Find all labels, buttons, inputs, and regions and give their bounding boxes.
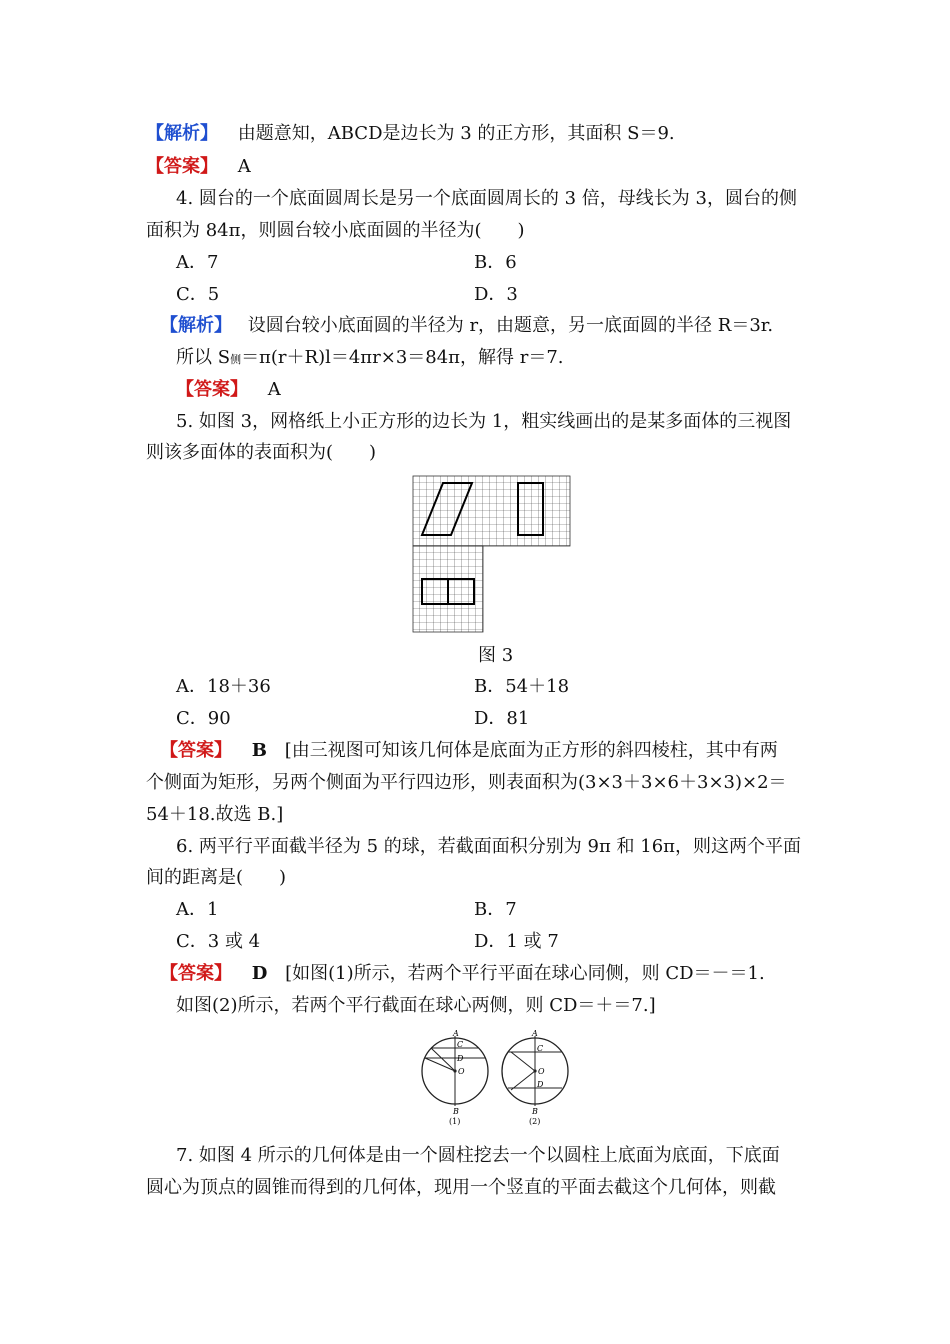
label-d-2: D (537, 1080, 544, 1089)
figure-3-caption: 图 3 (478, 645, 514, 666)
question-7-line-1: 7. 如图 4 所示的几何体是由一个圆柱挖去一个以圆柱上底面为底面，下底面 (176, 1145, 780, 1166)
q4-solution-line-2 (176, 346, 564, 372)
label-c-2: C (537, 1044, 544, 1053)
label-c-1: C (457, 1040, 464, 1049)
sphere-sections-figure (410, 1028, 580, 1128)
question-7-line-2: 圆心为顶点的圆锥而得到的几何体，现用一个竖直的平面去截这个几何体，则截 (146, 1177, 776, 1198)
label-b-2: B (532, 1107, 538, 1116)
q5-answer-line-2: 个侧面为矩形，另两个侧面为平行四边形，则表面积为(3×3＋3×6＋3×3)×2＝ (146, 772, 787, 793)
question-4-line-2: 面积为 84π，则圆台较小底面圆的半径为( ) (146, 220, 525, 241)
label-a-2: A (532, 1029, 538, 1038)
q5-answer-line-3: 54＋18.故选 B.] (146, 804, 284, 825)
label-d-1: D (457, 1054, 464, 1063)
q4-option-c: C．5 (176, 284, 220, 305)
caption-2: (2) (529, 1117, 541, 1126)
center-dot-1 (453, 1069, 456, 1072)
solution-line (146, 122, 675, 146)
sphere-figure-2 (502, 1029, 568, 1126)
q6-answer-line (160, 962, 765, 986)
radius-line-2b (511, 1071, 535, 1090)
answer-tag: 【答案】 (176, 379, 248, 400)
label-b-1: B (453, 1107, 459, 1116)
radius-line-1a (431, 1048, 455, 1071)
q4-solution-line (160, 314, 773, 338)
q6-option-d: D．1 或 7 (474, 931, 559, 952)
question-6-line-1: 6. 两平行平面截半径为 5 的球，若截面面积分别为 9π 和 16π，则这两个平面 (176, 836, 801, 857)
label-a-1: A (453, 1029, 459, 1038)
answer-text: [如图(1)所示，若两个平行平面在球心同侧，则 CD＝－＝1. (285, 963, 765, 984)
q5-option-a: A．18＋36 (176, 676, 271, 697)
answer-line (146, 155, 251, 179)
answer-text: [由三视图可知该几何体是底面为正方形的斜四棱柱，其中有两 (284, 740, 778, 761)
question-6-line-2: 间的距离是( ) (146, 867, 287, 888)
q6-option-b: B．7 (474, 899, 517, 920)
solution-text: 设圆台较小底面圆的半径为 r，由题意，另一底面圆的半径 R＝3r. (247, 315, 774, 336)
center-dot-2 (533, 1069, 536, 1072)
q4-answer-line (176, 378, 281, 402)
q5-option-c: C．90 (176, 708, 231, 729)
three-view-figure (412, 475, 572, 635)
label-o-1: O (458, 1067, 465, 1076)
question-4-line-1: 4. 圆台的一个底面圆周长是另一个底面圆周长的 3 倍，母线长为 3，圆台的侧 (176, 188, 797, 209)
q5-answer-line (160, 739, 778, 763)
answer-text: A (267, 379, 281, 400)
solution-text: 由题意知，ABCD是边长为 3 的正方形，其面积 S＝9. (237, 123, 675, 144)
sphere-figure-1 (422, 1029, 488, 1126)
solution-tag: 【解析】 (160, 315, 232, 336)
q6-option-a: A．1 (176, 899, 219, 920)
solution-tag: 【解析】 (146, 123, 218, 144)
q5-option-b: B．54＋18 (474, 676, 570, 697)
q4-option-b: B．6 (474, 252, 517, 273)
answer-text: A (237, 156, 251, 177)
q4-option-d: D．3 (474, 284, 518, 305)
radius-line-2a (511, 1052, 535, 1071)
q4-option-a: A．7 (176, 252, 219, 273)
question-5-line-1: 5. 如图 3，网格纸上小正方形的边长为 1，粗实线画出的是某多面体的三视图 (176, 411, 792, 432)
answer-letter: B (251, 740, 267, 761)
answer-tag: 【答案】 (160, 740, 232, 761)
formula-pre: 所以 S (176, 347, 231, 368)
formula-post: ＝π(r＋R)l＝4πr×3＝84π，解得 r＝7. (241, 347, 564, 368)
caption-1: (1) (449, 1117, 461, 1126)
q6-option-c: C．3 或 4 (176, 931, 261, 952)
answer-letter: D (251, 963, 268, 984)
radius-line-1b (425, 1058, 455, 1071)
formula-subscript: 侧 (230, 353, 242, 366)
question-5-line-2: 则该多面体的表面积为( ) (146, 442, 377, 463)
q6-answer-line-2: 如图(2)所示，若两个平行截面在球心两侧，则 CD＝＋＝7.] (176, 995, 656, 1016)
answer-tag: 【答案】 (146, 156, 218, 177)
label-o-2: O (538, 1067, 545, 1076)
q5-option-d: D．81 (474, 708, 530, 729)
answer-tag: 【答案】 (160, 963, 232, 984)
